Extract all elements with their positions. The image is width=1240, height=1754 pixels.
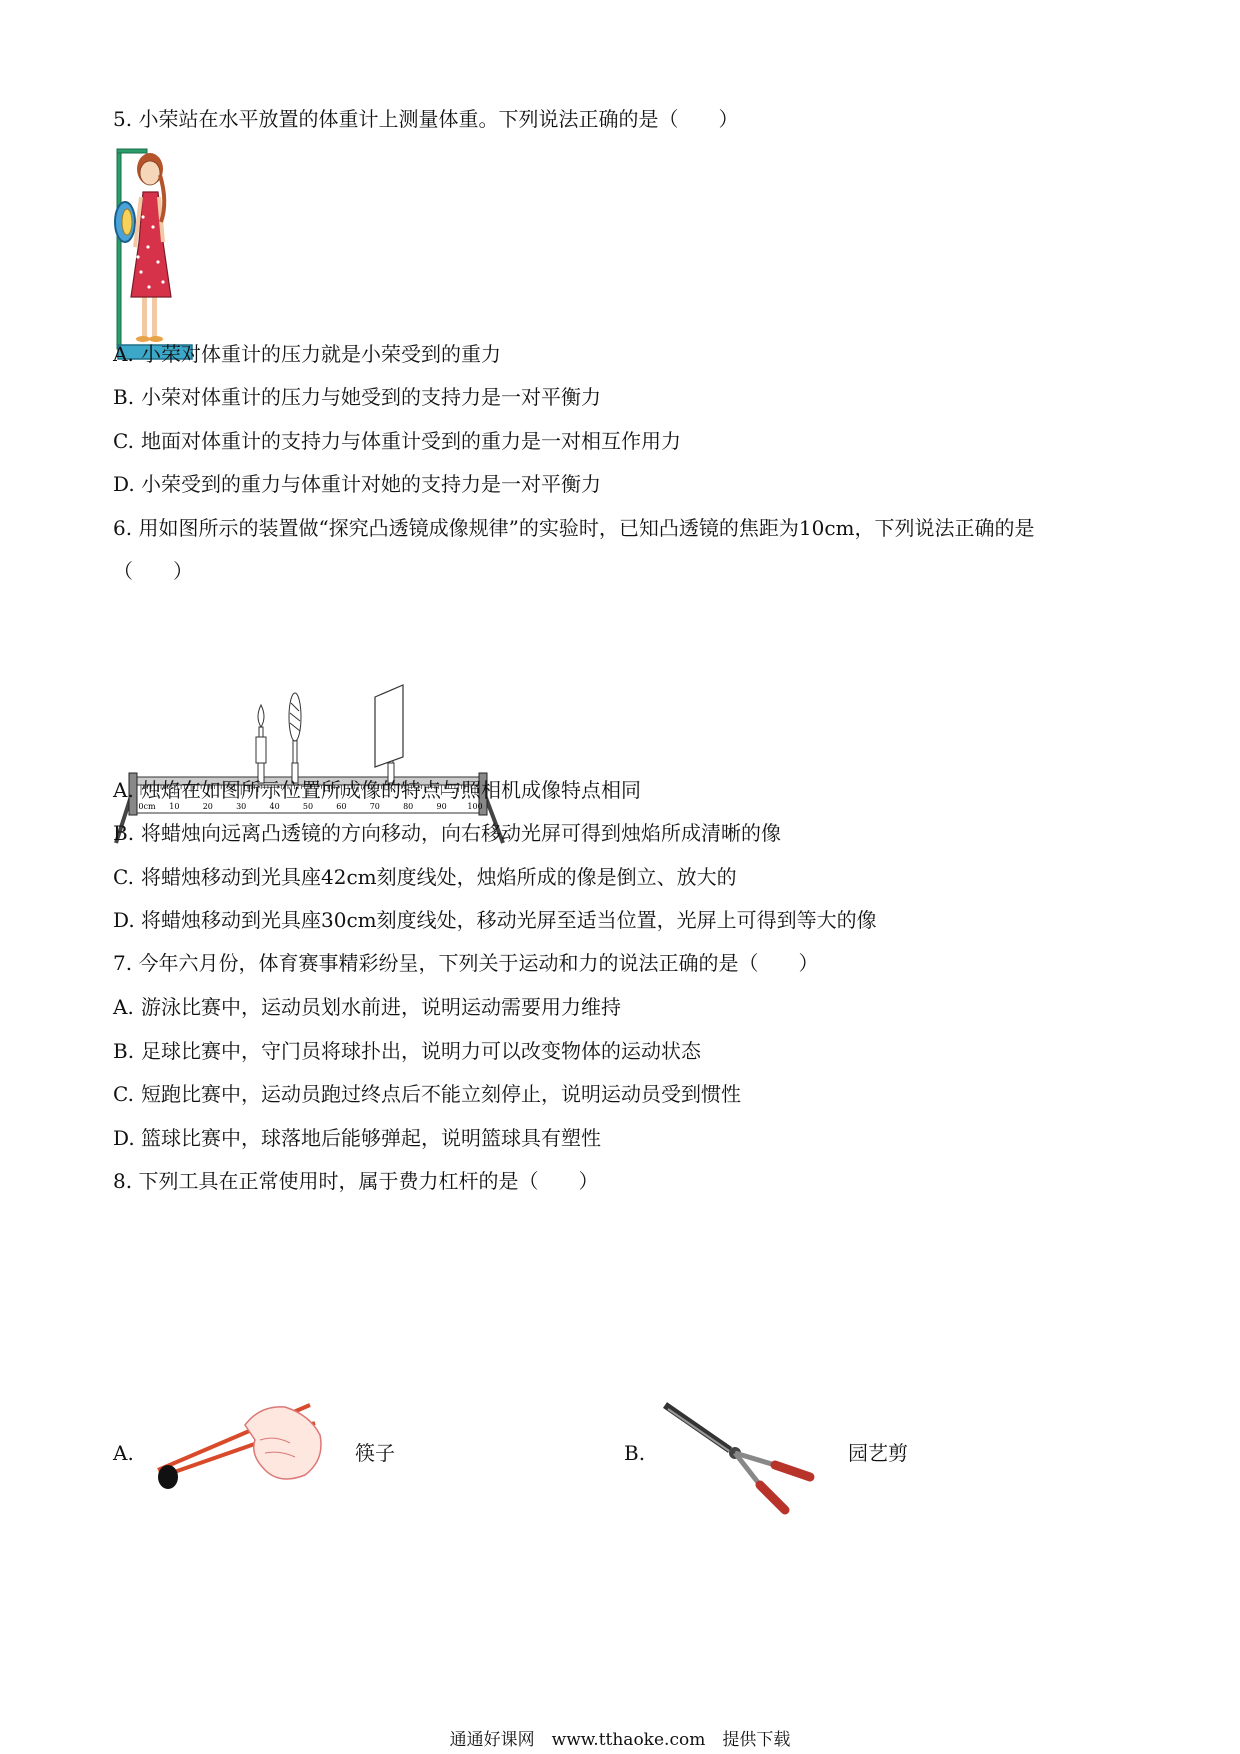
question-7-option-d: D. 篮球比赛中，球落地后能够弹起，说明篮球具有塑性 [113,1126,601,1150]
question-8-option-a-text: 筷子 [355,1441,395,1465]
question-5-stem: 5. 小荣站在水平放置的体重计上测量体重。下列说法正确的是（ ） [113,107,739,131]
ruler-label: 0cm [138,802,156,811]
ruler-label: 80 [403,802,414,811]
question-6-option-a: A. 烛焰在如图所示位置所成像的特点与照相机成像特点相同 [113,778,641,802]
question-6-option-d: D. 将蜡烛移动到光具座30cm刻度线处，移动光屏至适当位置，光屏上可得到等大的像 [113,908,877,932]
ruler-label: 10 [169,802,180,811]
question-7-option-b: B. 足球比赛中，守门员将球扑出，说明力可以改变物体的运动状态 [113,1039,701,1063]
footer: 通通好课网 www.tthaoke.com 提供下载 [449,1730,791,1750]
question-7-option-c: C. 短跑比赛中，运动员跑过终点后不能立刻停止，说明运动员受到惯性 [113,1082,741,1106]
ruler-label: 60 [336,802,347,811]
question-6-stem-line1: 6. 用如图所示的装置做“探究凸透镜成像规律”的实验时，已知凸透镜的焦距为10cm，下列说法正确的是 [113,516,1035,540]
scale-girl-figure [113,147,203,367]
question-5-option-b: B. 小荣对体重计的压力与她受到的支持力是一对平衡力 [113,385,601,409]
question-6-option-b: B. 将蜡烛向远离凸透镜的方向移动，向右移动光屏可得到烛焰所成清晰的像 [113,821,781,845]
chopsticks-figure [150,1395,330,1505]
question-6-stem-line2: （ ） [113,559,193,583]
question-8-option-a-label: A. [113,1441,134,1465]
question-8-option-b-text: 园艺剪 [848,1441,908,1465]
question-7-stem: 7. 今年六月份，体育赛事精彩纷呈，下列关于运动和力的说法正确的是（ ） [113,951,819,975]
ruler-label: 30 [236,802,247,811]
candle [256,705,266,783]
ruler-label: 90 [436,802,447,811]
question-8-option-b-label: B. [624,1441,646,1465]
light-screen [375,685,403,783]
question-8-stem: 8. 下列工具在正常使用时，属于费力杠杆的是（ ） [113,1169,599,1193]
convex-lens [289,693,301,783]
question-5-option-a: A. 小荣对体重计的压力就是小荣受到的重力 [113,342,501,366]
question-5-option-c: C. 地面对体重计的支持力与体重计受到的重力是一对相互作用力 [113,429,681,453]
ruler-label: 50 [302,802,314,811]
question-5-option-d: D. 小荣受到的重力与体重计对她的支持力是一对平衡力 [113,472,601,496]
ruler-label: 70 [369,802,380,811]
ruler-label: 40 [269,802,280,811]
question-7-option-a: A. 游泳比赛中，运动员划水前进，说明运动需要用力维持 [113,995,621,1019]
question-6-option-c: C. 将蜡烛移动到光具座42cm刻度线处，烛焰所成的像是倒立、放大的 [113,865,737,889]
ruler-label: 100 [467,802,483,811]
ruler-label: 20 [202,802,213,811]
garden-shears-figure [660,1395,830,1515]
